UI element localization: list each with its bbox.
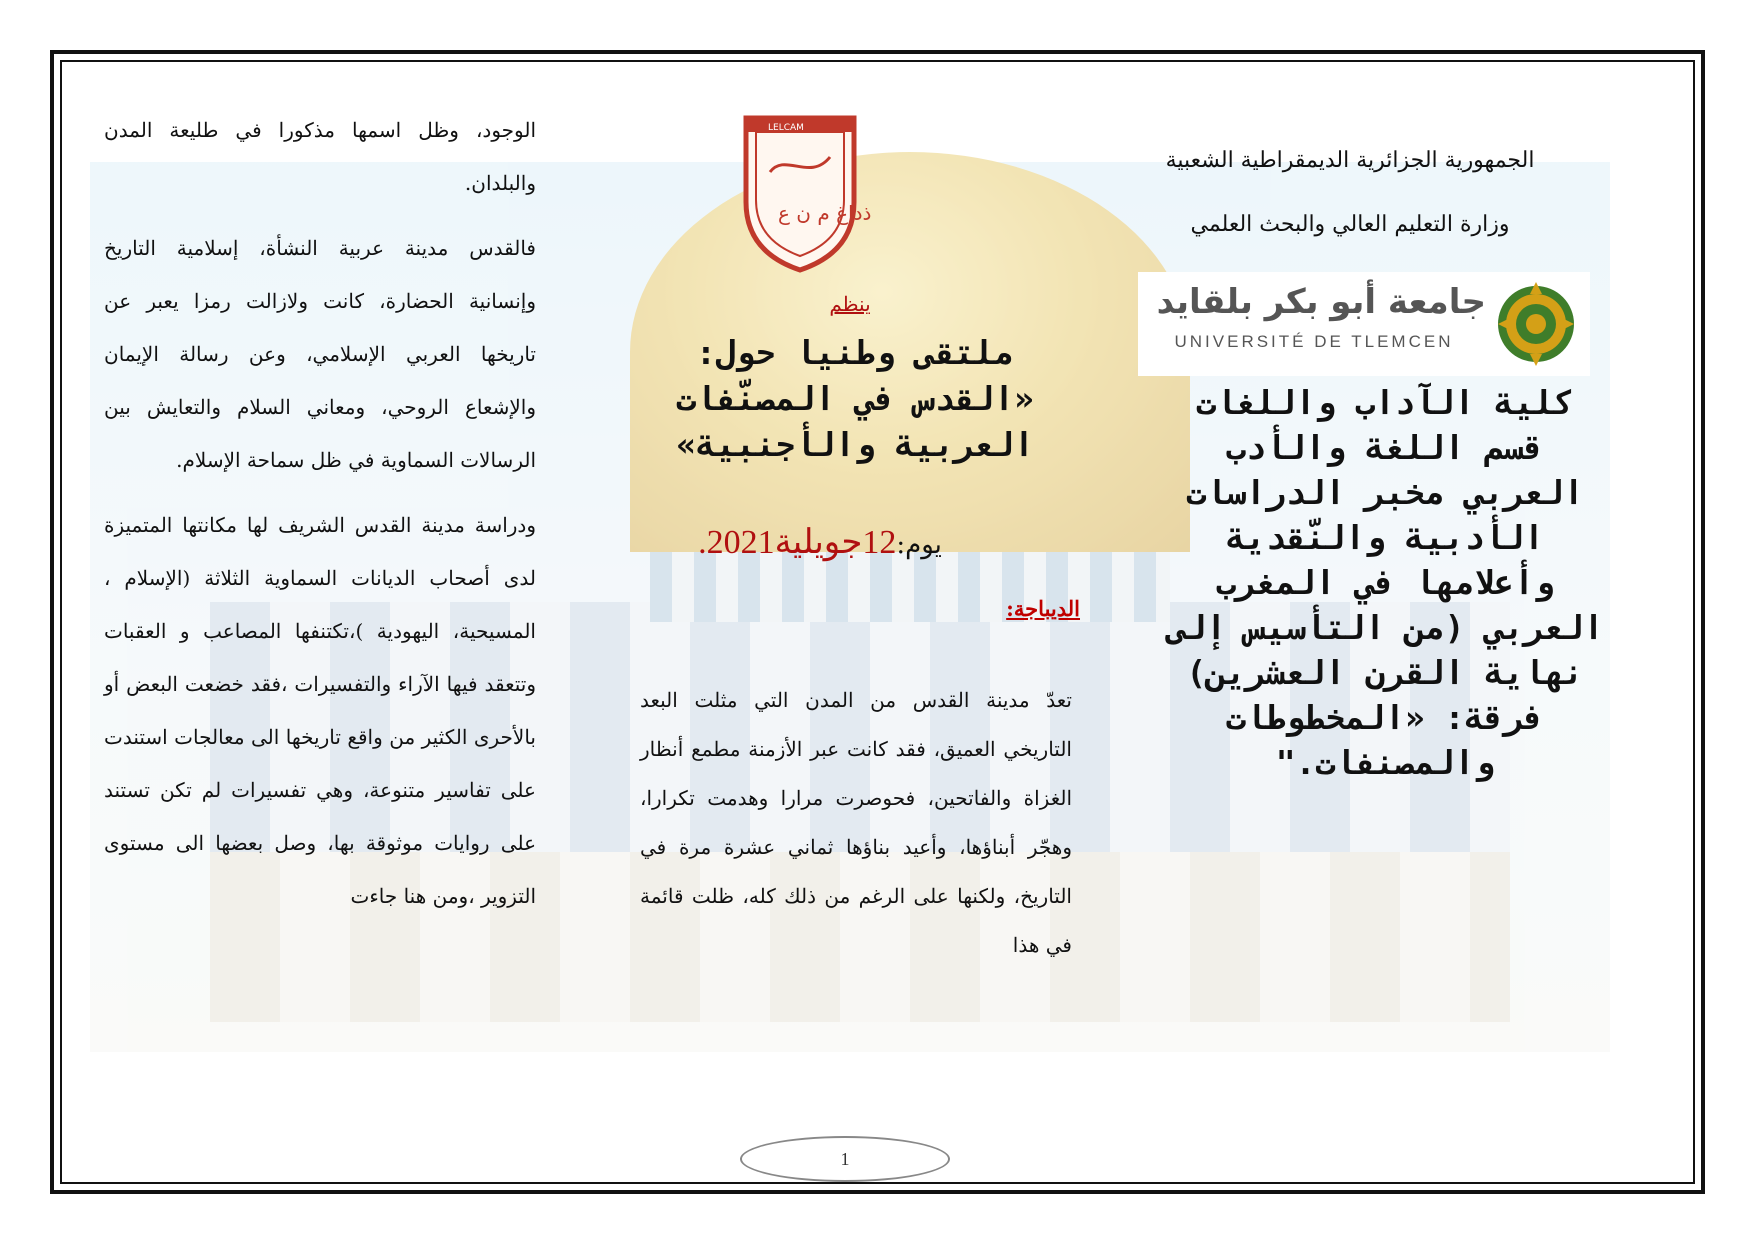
lab-logo-inner-text: ذداغ م ن ع — [778, 201, 872, 225]
university-emblem-icon — [1493, 276, 1579, 376]
organizes-label: ينظم — [829, 292, 871, 316]
lab-logo — [740, 112, 872, 276]
left-paragraph-3: ودراسة مدينة القدس الشريف لها مكانتها المتميزة لدى أصحاب الديانات السماوية الثلاثة (الإسلام ، المسيحية، اليهودية )،تكتنفها المصاعب و العقبات وتتعقد فيها الآراء والتفسيرات ،فقد خضعت البعض أو بالأحرى الكثير من واقع تاريخها الى معالجات استندت على تفاسير متنوعة، وهي تفسيرات لم تكن تستند على روايات موثوقة بها، وصل بعضها الى مستوى التزوير ،ومن هنا جاءت — [104, 513, 536, 908]
republic-name: الجمهورية الجزائرية الديمقراطية الشعبية — [1165, 148, 1535, 173]
date-suffix: . — [698, 524, 707, 561]
left-paragraph-2: فالقدس مدينة عربية النشأة، إسلامية التاريخ وإنسانية الحضارة، كانت ولازالت رمزا يعبر عن تاريخها العربي الإسلامي، وعن رسالة الإيمان والإشعاع الروحي، ومعاني السلام والتعايش بين الرسالات السماوية في ظل سماحة الإسلام. — [104, 236, 536, 472]
ministry-name: وزارة التعليم العالي والبحث العلمي — [1190, 212, 1510, 237]
left-paragraph-1: الوجود، وظل اسمها مذكورا في طليعة المدن والبلدان. — [104, 118, 536, 195]
preamble-text: تعدّ مدينة القدس من المدن التي مثلت البعد التاريخي العميق، فقد كانت عبر الأزمنة مطمع أنظار الغزاة والفاتحين، فحوصرت مرارا وهدمت تكرارا، وهجّر أبناؤها، وأعيد بناؤها ثماني عشرة مرة في التاريخ، ولكنها على الرغم من ذلك كله، ظلت قائمة في هذا — [640, 688, 1072, 957]
conference-title: ملتقى وطنيا حول: «القدس في المصنّفات العربية والأجنبية» — [676, 333, 1034, 464]
conference-date — [670, 522, 970, 562]
date-value: 12جويلية2021 — [706, 524, 897, 561]
preamble-heading: الديباجة: — [1006, 596, 1080, 621]
university-name-french: UNIVERSITÉ DE TLEMCEN — [1174, 332, 1454, 351]
left-column-text — [104, 104, 536, 935]
faculty-department-lab-block: كلية الآداب واللغات قسم اللغة والأدب العربي مخبر الدراسات الأدبية والنّقدية وأعلامها في المغرب العربي (من التأسيس إلى نهاية القرن العشرين) فرقة: «المخطوطات والمصنفات." — [1166, 383, 1604, 782]
lab-logo-text: LELCAM — [768, 123, 804, 133]
date-prefix: يوم: — [896, 530, 942, 560]
page-number: 1 — [740, 1136, 950, 1182]
university-name-arabic: جامعة أبو بكر بلقايد — [1156, 282, 1486, 322]
